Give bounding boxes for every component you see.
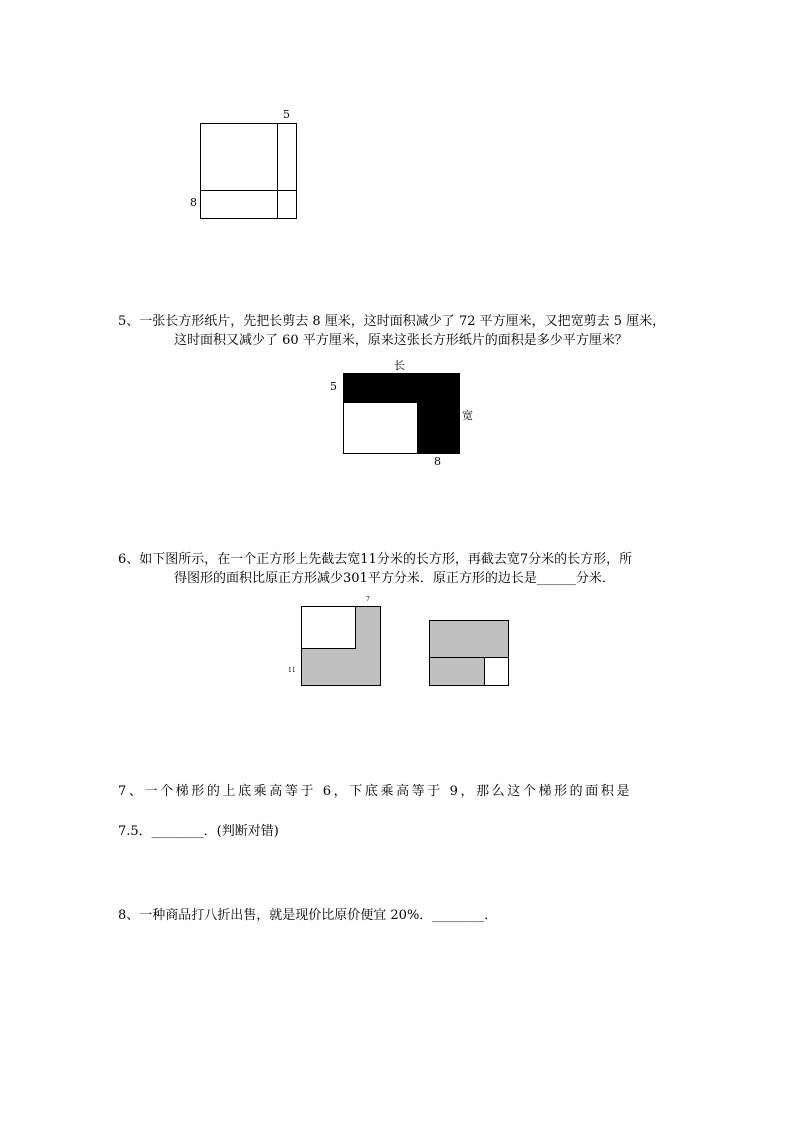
- question-6-line-1: 6、如下图所示，在一个正方形上先截去宽11分米的长方形，再截去宽7分米的长方形，所: [118, 552, 633, 567]
- q5-label-width: 宽: [462, 409, 473, 422]
- q6-label-left: 11: [288, 667, 296, 674]
- q5-label-left: 5: [330, 380, 337, 393]
- q6-label-top: 7: [366, 596, 370, 603]
- figure-1-label-top: 5: [283, 108, 290, 121]
- q5-label-length: 长: [394, 359, 405, 372]
- figure-1-label-left: 8: [190, 196, 197, 209]
- question-6-line-2: 得图形的面积比原正方形减少301平方分米．原正方形的边长是______分米．: [174, 571, 615, 586]
- question-7-line-2: 7.5．________．(判断对错): [118, 824, 279, 839]
- question-5-line-2: 这时面积又减少了 60 平方厘米，原来这张长方形纸片的面积是多少平方厘米？: [174, 333, 628, 348]
- question-8-line-1: 8、一种商品打八折出售，就是现价比原价便宜 20%．________．: [118, 908, 498, 923]
- question-5-line-1: 5、一张长方形纸片，先把长剪去 8 厘米，这时面积减少了 72 平方厘米，又把宽剪去 5 厘米，: [118, 314, 666, 329]
- question-7-line-1: 7、一个梯形的上底乘高等于 6，下底乘高等于 9，那么这个梯形的面积是: [118, 784, 633, 799]
- q5-label-bottom: 8: [434, 455, 441, 468]
